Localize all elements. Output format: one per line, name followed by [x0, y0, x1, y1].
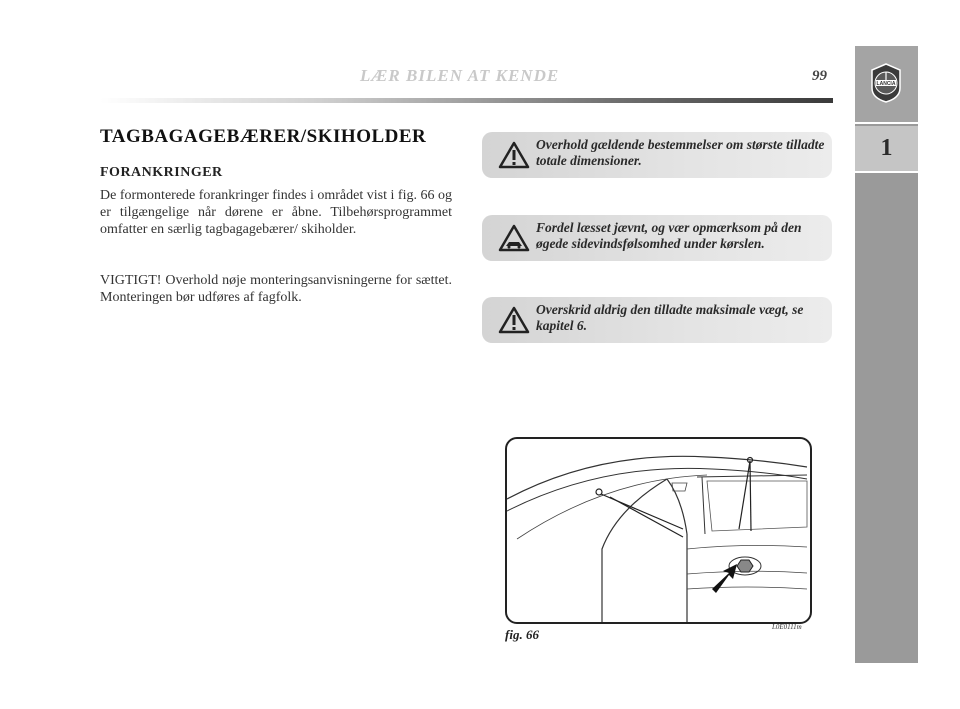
figure-frame: [505, 437, 812, 624]
figure-label: fig. 66: [505, 627, 539, 642]
warning-box: [482, 132, 832, 178]
section-heading: TAGBAGAGEBÆRER/SKIHOLDER: [100, 126, 427, 147]
tab-separator: [855, 171, 918, 173]
car-warning-icon: [498, 224, 530, 252]
warning-triangle-icon: [498, 306, 530, 334]
logo-text: LANCIA: [876, 81, 896, 87]
chapter-side-tab: [855, 46, 918, 663]
lancia-logo-icon: [868, 62, 904, 104]
chapter-number: 1: [855, 126, 918, 171]
body-paragraph: De formonterede forankringer findes i området vist i fig. 66 og er tilgængelige når dørene er åbne. Tilbehørsprogrammet omfatter en særlig tagbagagebærer/ skiholder.: [100, 188, 452, 237]
warning-text: Fordel læsset jævnt, og vær opmærksom på den øgede sidevindsfølsomhed under kørslen.: [536, 220, 802, 251]
warning-triangle-icon: [498, 141, 530, 169]
header-rule: [100, 98, 833, 103]
warning-box: [482, 297, 832, 343]
warning-box: [482, 215, 832, 261]
roof-anchor-illustration: [507, 439, 810, 622]
warning-text: Overhold gældende bestemmelser om største tilladte totale dimensioner.: [536, 137, 825, 168]
figure-code: L0E0111m: [772, 623, 802, 631]
warning-text: Overskrid aldrig den tilladte maksimale vægt, se kapitel 6.: [536, 302, 804, 333]
page-number: 99: [812, 68, 827, 84]
logo-box: [855, 46, 918, 122]
page-header-title: LÆR BILEN AT KENDE: [360, 66, 560, 85]
body-paragraph: VIGTIGT! Overhold nøje monteringsanvisningerne for sættet. Monteringen bør udføres af fagfolk.: [100, 273, 452, 305]
tab-separator: [855, 122, 918, 124]
subheading: FORANKRINGER: [100, 165, 223, 180]
